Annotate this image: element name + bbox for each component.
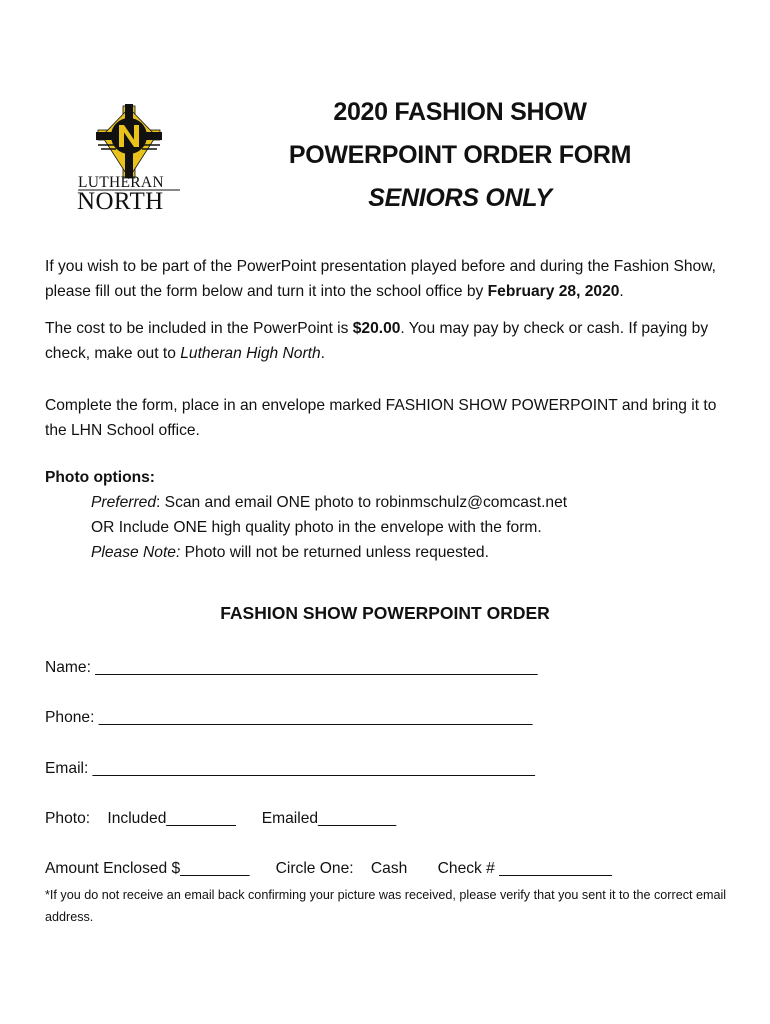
page-title-line2: POWERPOINT ORDER FORM: [288, 141, 632, 169]
cost-text: The cost to be included in the PowerPoint is: [45, 320, 353, 337]
intro-text: If you wish to be part of the PowerPoint presentation played before and during the Fashion Show, please fill out the form below and turn it into the school office by: [45, 258, 716, 300]
footnote: *If you do not receive an email back confirming your picture was received, please verify that you sent it to the correct email address.: [45, 888, 727, 924]
form-heading: FASHION SHOW POWERPOINT ORDER: [220, 603, 550, 623]
cost-amount: $20.00: [352, 320, 401, 337]
email-field[interactable]: Email: ___________________________________________________: [45, 760, 535, 777]
photo-option-preferred: [91, 494, 567, 512]
payment-text: . You may pay by check or cash. If paying by check, make out to: [45, 320, 709, 362]
amount-field[interactable]: Amount Enclosed $________ Circle One: Cash Check # _____________: [45, 860, 612, 877]
payment-period: .: [320, 345, 325, 362]
preferred-label: Preferred: [91, 494, 157, 511]
page-subtitle-seniors-only: SENIORS ONLY: [368, 184, 552, 212]
logo-text-north: NORTH: [77, 188, 164, 215]
preferred-text: : Scan and email ONE photo to robinmschulz@comcast.net: [156, 494, 568, 511]
deadline-date: February 28, 2020: [487, 283, 620, 300]
name-field[interactable]: Name: ___________________________________________________: [45, 659, 538, 676]
photo-options-heading: Photo options:: [45, 469, 155, 486]
photo-option-envelope: OR Include ONE high quality photo in the envelope with the form.: [91, 519, 542, 536]
intro-paragraph-3: Complete the form, place in an envelope marked FASHION SHOW POWERPOINT and bring it to the LHN School office.: [45, 397, 717, 439]
note-text: Photo will not be returned unless requested.: [180, 544, 489, 561]
lutheran-north-logo: [74, 102, 184, 217]
photo-field[interactable]: Photo: Included________ Emailed_________: [45, 810, 397, 827]
logo-text-lutheran: LUTHERAN: [78, 174, 164, 191]
intro-paragraph-1: [45, 254, 735, 304]
intro-period: .: [619, 283, 624, 300]
photo-note: [91, 544, 489, 562]
page-title-line1: 2020 FASHION SHOW: [333, 98, 587, 126]
intro-paragraph-2: [45, 316, 735, 366]
phone-field[interactable]: Phone: __________________________________________________: [45, 709, 533, 726]
note-label: Please Note:: [91, 544, 181, 561]
payee-name: Lutheran High North: [180, 345, 321, 362]
